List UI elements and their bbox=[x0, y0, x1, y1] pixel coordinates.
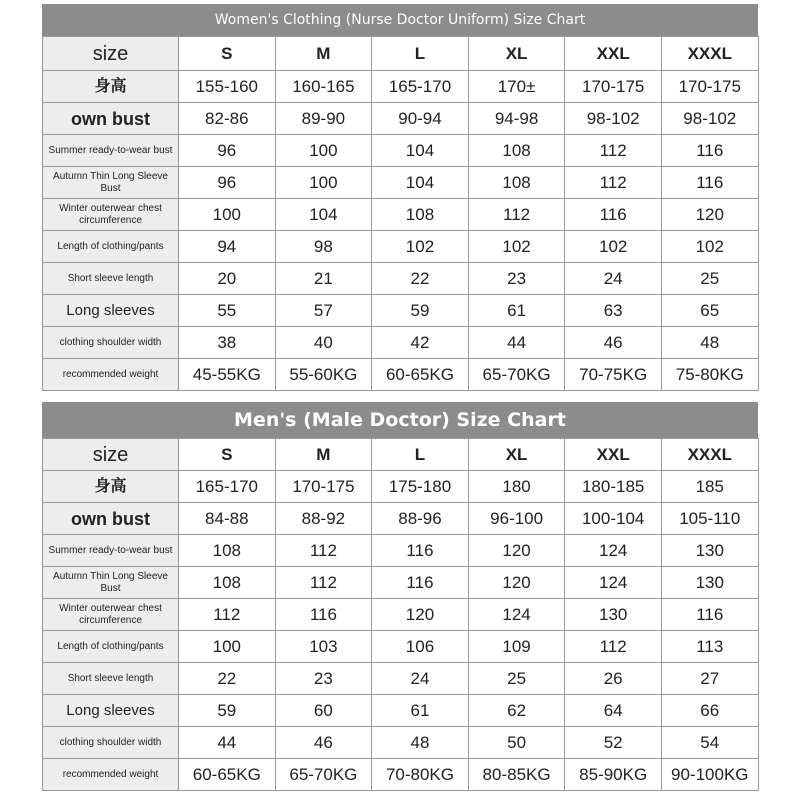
size-header-xxl: XXL bbox=[565, 439, 662, 471]
table-row bbox=[43, 759, 759, 791]
table-row bbox=[43, 71, 759, 103]
table-row bbox=[43, 695, 759, 727]
women-size-table bbox=[42, 36, 759, 391]
table-row bbox=[43, 535, 759, 567]
table-cell: 65-70KG bbox=[468, 359, 565, 391]
table-cell: 165-170 bbox=[372, 71, 469, 103]
table-cell: 185 bbox=[661, 471, 758, 503]
women-size-header-row bbox=[43, 37, 759, 71]
table-row bbox=[43, 503, 759, 535]
table-cell: 112 bbox=[275, 535, 372, 567]
table-cell: 23 bbox=[275, 663, 372, 695]
table-cell: 98 bbox=[275, 231, 372, 263]
table-cell: 160-165 bbox=[275, 71, 372, 103]
size-header-s: S bbox=[179, 37, 276, 71]
table-cell: 120 bbox=[661, 199, 758, 231]
table-cell: 120 bbox=[468, 535, 565, 567]
table-cell: 45-55KG bbox=[179, 359, 276, 391]
row-label: Long sleeves bbox=[43, 695, 179, 727]
table-cell: 70-75KG bbox=[565, 359, 662, 391]
table-cell: 102 bbox=[372, 231, 469, 263]
table-cell: 120 bbox=[372, 599, 469, 631]
table-cell: 170-175 bbox=[661, 71, 758, 103]
table-row bbox=[43, 631, 759, 663]
table-cell: 108 bbox=[372, 199, 469, 231]
table-cell: 165-170 bbox=[179, 471, 276, 503]
men-size-chart bbox=[42, 402, 758, 791]
table-cell: 180-185 bbox=[565, 471, 662, 503]
table-cell: 170± bbox=[468, 71, 565, 103]
row-label: Short sleeve length bbox=[43, 263, 179, 295]
table-cell: 116 bbox=[661, 599, 758, 631]
table-cell: 89-90 bbox=[275, 103, 372, 135]
table-cell: 108 bbox=[179, 567, 276, 599]
table-cell: 60 bbox=[275, 695, 372, 727]
table-cell: 100 bbox=[179, 199, 276, 231]
table-cell: 98-102 bbox=[565, 103, 662, 135]
table-cell: 48 bbox=[661, 327, 758, 359]
table-cell: 113 bbox=[661, 631, 758, 663]
table-cell: 46 bbox=[565, 327, 662, 359]
table-cell: 59 bbox=[179, 695, 276, 727]
table-cell: 88-96 bbox=[372, 503, 469, 535]
men-size-table bbox=[42, 438, 759, 791]
table-cell: 116 bbox=[372, 535, 469, 567]
table-cell: 55 bbox=[179, 295, 276, 327]
table-cell: 66 bbox=[661, 695, 758, 727]
table-cell: 112 bbox=[468, 199, 565, 231]
table-cell: 90-94 bbox=[372, 103, 469, 135]
table-cell: 21 bbox=[275, 263, 372, 295]
row-label: Winter outerwear chest circumference bbox=[43, 199, 179, 231]
table-cell: 102 bbox=[468, 231, 565, 263]
table-cell: 25 bbox=[468, 663, 565, 695]
table-cell: 65-70KG bbox=[275, 759, 372, 791]
table-cell: 94-98 bbox=[468, 103, 565, 135]
table-cell: 65 bbox=[661, 295, 758, 327]
women-chart-title: Women's Clothing (Nurse Doctor Uniform) Size Chart bbox=[42, 4, 758, 36]
row-label bbox=[43, 71, 179, 103]
table-cell: 64 bbox=[565, 695, 662, 727]
men-size-header-row bbox=[43, 439, 759, 471]
table-row bbox=[43, 471, 759, 503]
table-cell: 50 bbox=[468, 727, 565, 759]
size-header-xl: XL bbox=[468, 439, 565, 471]
row-label: Length of clothing/pants bbox=[43, 231, 179, 263]
table-cell: 109 bbox=[468, 631, 565, 663]
size-header-xxl: XXL bbox=[565, 37, 662, 71]
table-cell: 59 bbox=[372, 295, 469, 327]
table-cell: 124 bbox=[468, 599, 565, 631]
row-label: Short sleeve length bbox=[43, 663, 179, 695]
table-cell: 80-85KG bbox=[468, 759, 565, 791]
table-cell: 124 bbox=[565, 535, 662, 567]
table-cell: 94 bbox=[179, 231, 276, 263]
table-cell: 88-92 bbox=[275, 503, 372, 535]
table-cell: 116 bbox=[661, 167, 758, 199]
table-cell: 112 bbox=[275, 567, 372, 599]
size-label: size bbox=[92, 42, 129, 65]
table-cell: 84-88 bbox=[179, 503, 276, 535]
table-cell: 85-90KG bbox=[565, 759, 662, 791]
table-cell: 54 bbox=[661, 727, 758, 759]
women-size-chart bbox=[42, 4, 758, 391]
table-cell: 102 bbox=[661, 231, 758, 263]
table-cell: 23 bbox=[468, 263, 565, 295]
table-row bbox=[43, 231, 759, 263]
table-cell: 60-65KG bbox=[179, 759, 276, 791]
row-label: recommended weight bbox=[43, 759, 179, 791]
table-cell: 116 bbox=[565, 199, 662, 231]
row-label: recommended weight bbox=[43, 359, 179, 391]
table-row bbox=[43, 295, 759, 327]
table-row bbox=[43, 359, 759, 391]
table-row bbox=[43, 135, 759, 167]
table-cell: 48 bbox=[372, 727, 469, 759]
table-row bbox=[43, 663, 759, 695]
table-cell: 55-60KG bbox=[275, 359, 372, 391]
table-cell: 22 bbox=[179, 663, 276, 695]
table-cell: 104 bbox=[275, 199, 372, 231]
table-cell: 108 bbox=[179, 535, 276, 567]
table-cell: 170-175 bbox=[565, 71, 662, 103]
table-cell: 25 bbox=[661, 263, 758, 295]
size-header-xxxl: XXXL bbox=[661, 37, 758, 71]
table-cell: 90-100KG bbox=[661, 759, 758, 791]
table-cell: 155-160 bbox=[179, 71, 276, 103]
table-cell: 96 bbox=[179, 167, 276, 199]
size-header-m: M bbox=[275, 439, 372, 471]
row-label: Summer ready-to-wear bust bbox=[43, 535, 179, 567]
women-size-label-cell bbox=[43, 37, 179, 71]
size-header-m: M bbox=[275, 37, 372, 71]
men-chart-title: Men's (Male Doctor) Size Chart bbox=[42, 402, 758, 438]
table-cell: 120 bbox=[468, 567, 565, 599]
table-cell: 44 bbox=[179, 727, 276, 759]
table-cell: 22 bbox=[372, 263, 469, 295]
row-label: Winter outerwear chest circumference bbox=[43, 599, 179, 631]
men-size-label-cell bbox=[43, 439, 179, 471]
table-cell: 112 bbox=[565, 167, 662, 199]
table-row bbox=[43, 199, 759, 231]
table-cell: 100 bbox=[179, 631, 276, 663]
table-cell: 62 bbox=[468, 695, 565, 727]
row-label: Autumn Thin Long Sleeve Bust bbox=[43, 567, 179, 599]
table-cell: 26 bbox=[565, 663, 662, 695]
size-header-l: L bbox=[372, 37, 469, 71]
table-cell: 82-86 bbox=[179, 103, 276, 135]
table-cell: 105-110 bbox=[661, 503, 758, 535]
height-label: 身高 bbox=[94, 77, 127, 95]
table-cell: 100 bbox=[275, 135, 372, 167]
table-cell: 24 bbox=[565, 263, 662, 295]
table-row bbox=[43, 167, 759, 199]
table-cell: 70-80KG bbox=[372, 759, 469, 791]
size-header-xl: XL bbox=[468, 37, 565, 71]
table-cell: 60-65KG bbox=[372, 359, 469, 391]
row-label: clothing shoulder width bbox=[43, 727, 179, 759]
table-cell: 61 bbox=[468, 295, 565, 327]
table-row bbox=[43, 327, 759, 359]
table-cell: 63 bbox=[565, 295, 662, 327]
table-cell: 100 bbox=[275, 167, 372, 199]
table-cell: 124 bbox=[565, 567, 662, 599]
table-cell: 52 bbox=[565, 727, 662, 759]
row-label: Length of clothing/pants bbox=[43, 631, 179, 663]
table-cell: 44 bbox=[468, 327, 565, 359]
table-cell: 38 bbox=[179, 327, 276, 359]
size-header-s: S bbox=[179, 439, 276, 471]
table-cell: 96-100 bbox=[468, 503, 565, 535]
row-label: own bust bbox=[43, 503, 179, 535]
table-cell: 61 bbox=[372, 695, 469, 727]
table-cell: 116 bbox=[275, 599, 372, 631]
table-cell: 108 bbox=[468, 135, 565, 167]
table-cell: 24 bbox=[372, 663, 469, 695]
height-label: 身高 bbox=[94, 477, 127, 495]
table-row bbox=[43, 263, 759, 295]
table-cell: 57 bbox=[275, 295, 372, 327]
table-cell: 96 bbox=[179, 135, 276, 167]
table-cell: 104 bbox=[372, 167, 469, 199]
table-cell: 130 bbox=[565, 599, 662, 631]
table-cell: 116 bbox=[661, 135, 758, 167]
table-cell: 75-80KG bbox=[661, 359, 758, 391]
row-label: Summer ready-to-wear bust bbox=[43, 135, 179, 167]
table-cell: 103 bbox=[275, 631, 372, 663]
table-cell: 98-102 bbox=[661, 103, 758, 135]
table-cell: 104 bbox=[372, 135, 469, 167]
row-label: own bust bbox=[43, 103, 179, 135]
table-cell: 40 bbox=[275, 327, 372, 359]
table-cell: 112 bbox=[179, 599, 276, 631]
table-row bbox=[43, 599, 759, 631]
table-cell: 42 bbox=[372, 327, 469, 359]
table-cell: 46 bbox=[275, 727, 372, 759]
table-cell: 180 bbox=[468, 471, 565, 503]
table-cell: 102 bbox=[565, 231, 662, 263]
table-cell: 130 bbox=[661, 535, 758, 567]
table-cell: 175-180 bbox=[372, 471, 469, 503]
table-row bbox=[43, 567, 759, 599]
size-header-xxxl: XXXL bbox=[661, 439, 758, 471]
size-header-l: L bbox=[372, 439, 469, 471]
row-label: Long sleeves bbox=[43, 295, 179, 327]
row-label bbox=[43, 471, 179, 503]
table-cell: 106 bbox=[372, 631, 469, 663]
table-row bbox=[43, 727, 759, 759]
table-cell: 130 bbox=[661, 567, 758, 599]
size-label: size bbox=[92, 443, 129, 466]
table-cell: 100-104 bbox=[565, 503, 662, 535]
table-cell: 20 bbox=[179, 263, 276, 295]
row-label: Autumn Thin Long Sleeve Bust bbox=[43, 167, 179, 199]
table-row bbox=[43, 103, 759, 135]
table-cell: 116 bbox=[372, 567, 469, 599]
row-label: clothing shoulder width bbox=[43, 327, 179, 359]
table-cell: 112 bbox=[565, 135, 662, 167]
table-cell: 108 bbox=[468, 167, 565, 199]
table-cell: 27 bbox=[661, 663, 758, 695]
table-cell: 112 bbox=[565, 631, 662, 663]
table-cell: 170-175 bbox=[275, 471, 372, 503]
